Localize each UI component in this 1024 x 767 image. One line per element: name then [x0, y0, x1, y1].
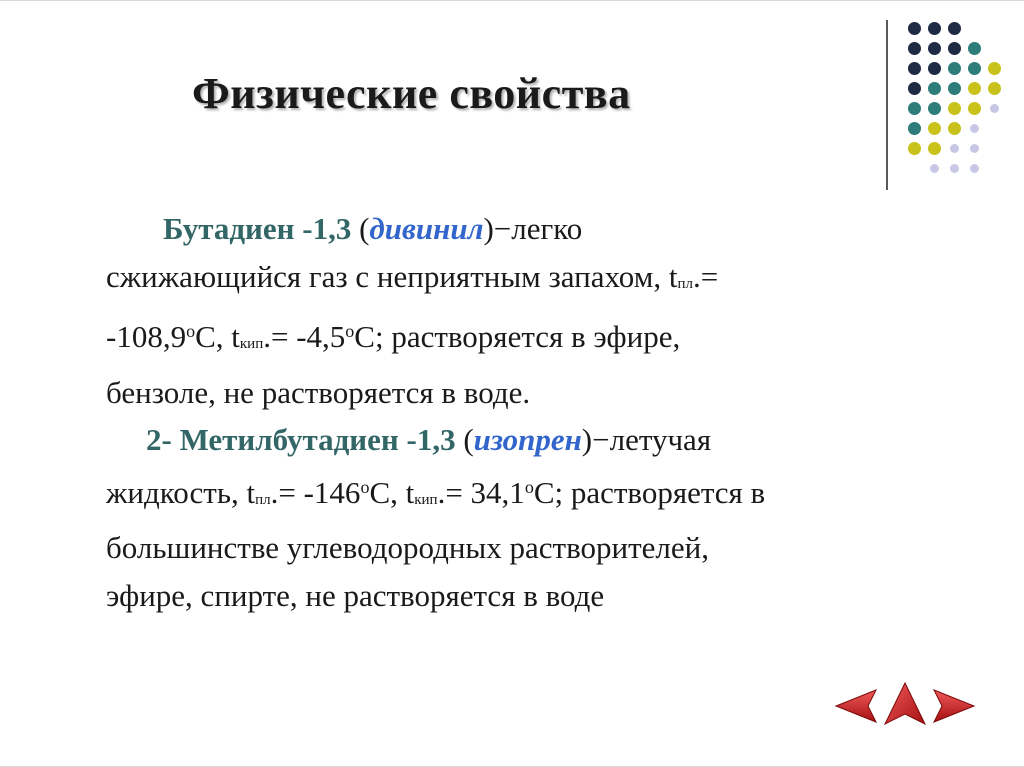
text-fragment: С, t: [195, 319, 240, 354]
decor-dot: [948, 22, 961, 35]
decor-dot: [928, 82, 941, 95]
paren-open: (: [351, 211, 370, 246]
decor-dot: [908, 42, 921, 55]
decor-dot: [908, 102, 921, 115]
decor-dot: [968, 42, 981, 55]
decor-dot: [968, 62, 981, 75]
decor-dot: [970, 124, 979, 133]
text-fragment: -108,9: [106, 319, 187, 354]
decor-dot: [948, 62, 961, 75]
paragraph1-line1: [106, 205, 926, 253]
decor-dot: [928, 102, 941, 115]
text-fragment: С, t: [369, 474, 415, 510]
text-fragment: С; растворяется в эфире,: [354, 319, 681, 354]
superscript-degree: о: [186, 321, 196, 341]
subscript-kip: кип: [414, 491, 438, 508]
decorative-divider: [886, 20, 888, 190]
text-fragment: жидкость, t: [106, 474, 256, 510]
paragraph1-line2: [106, 253, 926, 309]
arrow-up-icon[interactable]: [882, 680, 928, 728]
decor-dot: [970, 144, 979, 153]
decor-dot: [990, 104, 999, 113]
slide-top-border: [0, 0, 1024, 1]
text-fragment: .= -146: [270, 474, 361, 510]
term-butadiene: Бутадиен -1,3: [163, 211, 352, 246]
text-fragment: сжижающийся газ с неприятным запахом, t: [106, 258, 678, 294]
decor-dot: [950, 144, 959, 153]
synonym-divinyl: дивинил: [369, 211, 484, 246]
decor-dot: [950, 164, 959, 173]
superscript-degree: о: [345, 321, 355, 341]
paragraph2-line3: большинстве углеводородных растворителей,: [106, 530, 709, 565]
arrow-right-icon[interactable]: [932, 680, 978, 728]
subscript-kip: кип: [239, 336, 264, 352]
slide-navigation: [832, 680, 978, 728]
decor-dot: [928, 142, 941, 155]
superscript-degree: о: [360, 476, 370, 497]
text-fragment: .=: [692, 258, 719, 294]
decor-dot: [930, 164, 939, 173]
decor-dot: [908, 22, 921, 35]
paragraph1-line3: [106, 308, 926, 369]
decor-dot: [928, 122, 941, 135]
arrow-left-icon[interactable]: [832, 680, 878, 728]
decor-dot: [948, 82, 961, 95]
paren-close-dash: )−легко: [483, 211, 583, 246]
decor-dot: [988, 82, 1001, 95]
paragraph1-line4: бензоле, не растворяется в воде.: [106, 374, 531, 410]
text-fragment: .= -4,5: [263, 319, 346, 354]
decor-dot: [988, 62, 1001, 75]
decor-dot: [948, 122, 961, 135]
decor-dot: [908, 82, 921, 95]
decor-dot: [968, 82, 981, 95]
slide-title: Физические свойства: [192, 69, 631, 118]
paren-close-dash: )−летучая: [581, 422, 712, 457]
decor-dot: [970, 164, 979, 173]
synonym-isoprene: изопрен: [473, 422, 582, 457]
text-fragment: .= 34,1: [437, 474, 525, 510]
decor-dot: [948, 42, 961, 55]
decor-dot: [928, 42, 941, 55]
slide-body: [106, 205, 926, 619]
subscript-pl: пл: [255, 491, 271, 508]
decor-dot: [928, 62, 941, 75]
subscript-pl: пл: [677, 275, 693, 292]
decor-dot: [908, 62, 921, 75]
decor-dot: [908, 122, 921, 135]
term-methylbutadiene: 2- Метилбутадиен -1,3: [146, 422, 456, 457]
decor-dot: [948, 102, 961, 115]
decor-dot: [928, 22, 941, 35]
decor-dot: [968, 102, 981, 115]
paragraph2-line2: [106, 464, 926, 525]
superscript-degree: о: [524, 476, 534, 497]
paragraph2-line4: эфире, спирте, не растворяется в воде: [106, 577, 605, 613]
decor-dot: [908, 142, 921, 155]
paragraph2-line1: [106, 416, 926, 464]
paren-open: (: [455, 422, 474, 457]
text-fragment: С; растворяется в: [533, 474, 766, 510]
